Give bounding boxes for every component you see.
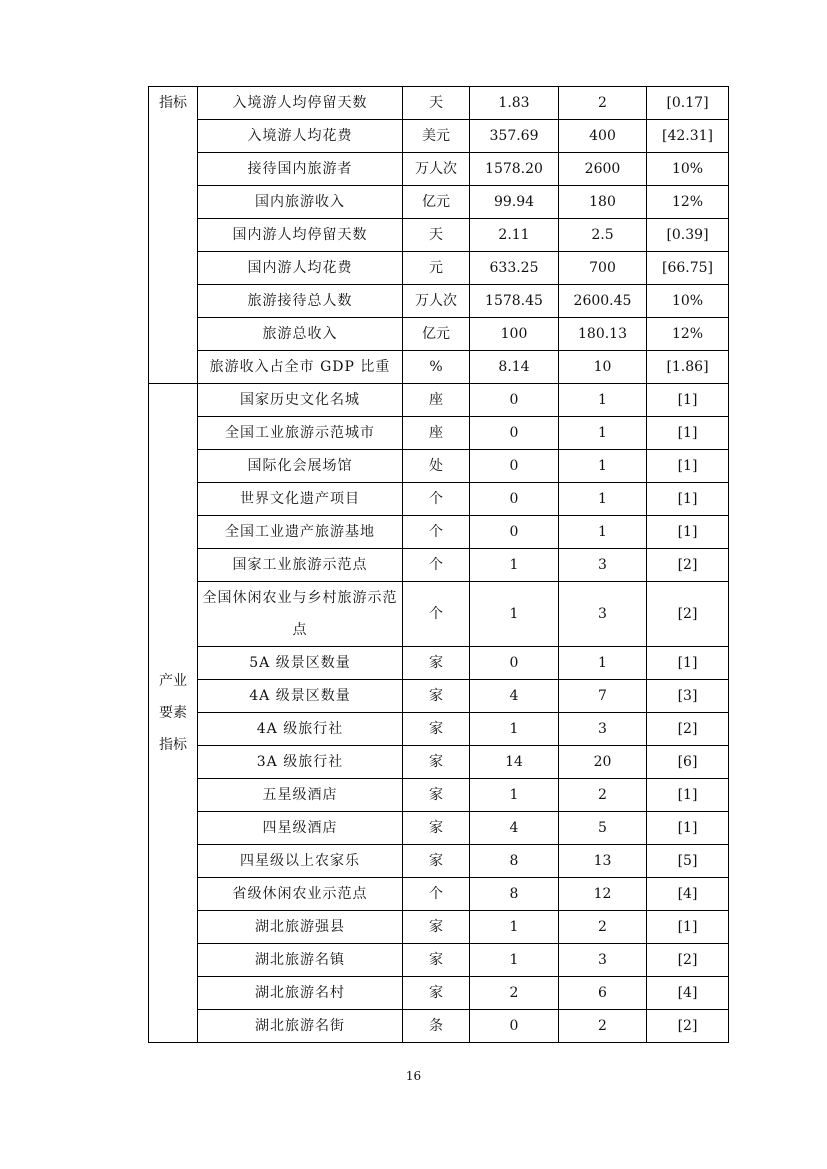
target-value-cell: 2600 — [559, 153, 647, 186]
target-value-cell: 180 — [559, 186, 647, 219]
table-row — [149, 153, 729, 186]
growth-cell: [2] — [647, 944, 729, 977]
growth-cell: [2] — [647, 582, 729, 647]
unit-cell: 家 — [403, 812, 470, 845]
unit-cell: 家 — [403, 680, 470, 713]
target-value-cell: 1 — [559, 516, 647, 549]
unit-cell: 万人次 — [403, 153, 470, 186]
target-value-cell: 2 — [559, 87, 647, 120]
unit-cell: 家 — [403, 647, 470, 680]
target-value-cell: 1 — [559, 450, 647, 483]
base-value-cell: 4 — [470, 680, 559, 713]
indicator-name-cell: 国家历史文化名城 — [198, 384, 403, 417]
table-row — [149, 944, 729, 977]
unit-cell: % — [403, 351, 470, 384]
base-value-cell: 0 — [470, 483, 559, 516]
category-cell — [149, 87, 198, 384]
indicator-name-cell: 国家工业旅游示范点 — [198, 549, 403, 582]
table-row — [149, 878, 729, 911]
target-value-cell: 3 — [559, 944, 647, 977]
target-value-cell: 1 — [559, 483, 647, 516]
base-value-cell: 8 — [470, 878, 559, 911]
page-number: 16 — [405, 1069, 422, 1083]
table-row — [149, 977, 729, 1010]
unit-cell: 个 — [403, 549, 470, 582]
growth-cell: [1] — [647, 450, 729, 483]
unit-cell: 家 — [403, 779, 470, 812]
base-value-cell: 4 — [470, 812, 559, 845]
growth-cell: [2] — [647, 1010, 729, 1043]
indicator-name-cell: 国内游人均停留天数 — [198, 219, 403, 252]
table-row — [149, 219, 729, 252]
growth-cell: [1] — [647, 417, 729, 450]
target-value-cell: 180.13 — [559, 318, 647, 351]
base-value-cell: 0 — [470, 450, 559, 483]
table-row — [149, 516, 729, 549]
table-row — [149, 87, 729, 120]
base-value-cell: 0 — [470, 647, 559, 680]
category-label: 指标 — [159, 95, 187, 111]
growth-cell: [66.75] — [647, 252, 729, 285]
growth-cell: [4] — [647, 878, 729, 911]
indicator-table — [148, 86, 729, 1043]
unit-cell: 座 — [403, 384, 470, 417]
target-value-cell: 1 — [559, 384, 647, 417]
growth-cell: [1] — [647, 779, 729, 812]
unit-cell: 家 — [403, 713, 470, 746]
indicator-name-cell: 湖北旅游名村 — [198, 977, 403, 1010]
unit-cell: 家 — [403, 911, 470, 944]
base-value-cell: 1 — [470, 549, 559, 582]
base-value-cell: 2.11 — [470, 219, 559, 252]
target-value-cell: 1 — [559, 647, 647, 680]
indicator-name-cell: 四星级酒店 — [198, 812, 403, 845]
target-value-cell: 20 — [559, 746, 647, 779]
target-value-cell: 6 — [559, 977, 647, 1010]
indicator-name-cell: 湖北旅游名镇 — [198, 944, 403, 977]
table-row — [149, 549, 729, 582]
base-value-cell: 100 — [470, 318, 559, 351]
indicator-name-cell: 世界文化遗产项目 — [198, 483, 403, 516]
table-row — [149, 252, 729, 285]
growth-cell: [1] — [647, 647, 729, 680]
indicator-name-cell: 四星级以上农家乐 — [198, 845, 403, 878]
indicator-name-cell: 入境游人均停留天数 — [198, 87, 403, 120]
base-value-cell: 1 — [470, 582, 559, 647]
indicator-name-cell: 接待国内旅游者 — [198, 153, 403, 186]
target-value-cell: 1 — [559, 417, 647, 450]
growth-cell: 12% — [647, 186, 729, 219]
unit-cell: 处 — [403, 450, 470, 483]
indicator-name-cell: 国内旅游收入 — [198, 186, 403, 219]
category-label: 要素 — [159, 705, 187, 721]
base-value-cell: 8 — [470, 845, 559, 878]
indicator-name-cell: 旅游接待总人数 — [198, 285, 403, 318]
target-value-cell: 7 — [559, 680, 647, 713]
indicator-name-cell: 国内游人均花费 — [198, 252, 403, 285]
base-value-cell: 1578.20 — [470, 153, 559, 186]
table-row — [149, 713, 729, 746]
indicator-name-cell: 5A 级景区数量 — [198, 647, 403, 680]
unit-cell: 家 — [403, 977, 470, 1010]
unit-cell: 个 — [403, 516, 470, 549]
growth-cell: [2] — [647, 713, 729, 746]
unit-cell: 元 — [403, 252, 470, 285]
table-row — [149, 680, 729, 713]
base-value-cell: 1 — [470, 713, 559, 746]
table-row — [149, 351, 729, 384]
target-value-cell: 12 — [559, 878, 647, 911]
indicator-name-cell: 旅游总收入 — [198, 318, 403, 351]
category-label: 指标 — [159, 737, 187, 753]
base-value-cell: 99.94 — [470, 186, 559, 219]
growth-cell: 12% — [647, 318, 729, 351]
growth-cell: [4] — [647, 977, 729, 1010]
unit-cell: 家 — [403, 944, 470, 977]
target-value-cell: 2 — [559, 779, 647, 812]
unit-cell: 个 — [403, 878, 470, 911]
unit-cell: 家 — [403, 746, 470, 779]
table-row — [149, 318, 729, 351]
indicator-name-cell: 湖北旅游强县 — [198, 911, 403, 944]
table-row — [149, 186, 729, 219]
table-body — [149, 87, 729, 1043]
base-value-cell: 8.14 — [470, 351, 559, 384]
unit-cell: 个 — [403, 483, 470, 516]
target-value-cell: 400 — [559, 120, 647, 153]
table-row — [149, 911, 729, 944]
table-row — [149, 384, 729, 417]
table-row — [149, 812, 729, 845]
base-value-cell: 0 — [470, 1010, 559, 1043]
category-cell — [149, 384, 198, 1043]
target-value-cell: 3 — [559, 582, 647, 647]
indicator-name-cell: 湖北旅游名街 — [198, 1010, 403, 1043]
base-value-cell: 0 — [470, 384, 559, 417]
unit-cell: 条 — [403, 1010, 470, 1043]
table-row — [149, 285, 729, 318]
growth-cell: [42.31] — [647, 120, 729, 153]
target-value-cell: 2 — [559, 1010, 647, 1043]
table-row — [149, 746, 729, 779]
base-value-cell: 357.69 — [470, 120, 559, 153]
growth-cell: [1.86] — [647, 351, 729, 384]
indicator-name-cell: 旅游收入占全市 GDP 比重 — [198, 351, 403, 384]
base-value-cell: 1 — [470, 779, 559, 812]
base-value-cell: 1 — [470, 911, 559, 944]
indicator-name-cell: 省级休闲农业示范点 — [198, 878, 403, 911]
table-row — [149, 582, 729, 647]
table-row — [149, 647, 729, 680]
indicator-name-cell: 全国休闲农业与乡村旅游示范点 — [198, 582, 403, 647]
category-label: 产业 — [159, 673, 187, 689]
base-value-cell: 0 — [470, 417, 559, 450]
unit-cell: 美元 — [403, 120, 470, 153]
target-value-cell: 13 — [559, 845, 647, 878]
base-value-cell: 1 — [470, 944, 559, 977]
target-value-cell: 5 — [559, 812, 647, 845]
table-row — [149, 779, 729, 812]
indicator-name-cell: 国际化会展场馆 — [198, 450, 403, 483]
indicator-name-cell: 五星级酒店 — [198, 779, 403, 812]
base-value-cell: 2 — [470, 977, 559, 1010]
growth-cell: [1] — [647, 812, 729, 845]
growth-cell: 10% — [647, 285, 729, 318]
table-row — [149, 450, 729, 483]
indicator-name-cell: 全国工业旅游示范城市 — [198, 417, 403, 450]
unit-cell: 家 — [403, 845, 470, 878]
growth-cell: [3] — [647, 680, 729, 713]
target-value-cell: 3 — [559, 713, 647, 746]
unit-cell: 个 — [403, 582, 470, 647]
base-value-cell: 633.25 — [470, 252, 559, 285]
target-value-cell: 2.5 — [559, 219, 647, 252]
growth-cell: [6] — [647, 746, 729, 779]
table-row — [149, 1010, 729, 1043]
indicator-name-cell: 4A 级景区数量 — [198, 680, 403, 713]
target-value-cell: 10 — [559, 351, 647, 384]
growth-cell: [0.39] — [647, 219, 729, 252]
growth-cell: 10% — [647, 153, 729, 186]
target-value-cell: 3 — [559, 549, 647, 582]
table-row — [149, 483, 729, 516]
unit-cell: 亿元 — [403, 318, 470, 351]
base-value-cell: 1.83 — [470, 87, 559, 120]
growth-cell: [1] — [647, 384, 729, 417]
base-value-cell: 1578.45 — [470, 285, 559, 318]
unit-cell: 亿元 — [403, 186, 470, 219]
indicator-name-cell: 4A 级旅行社 — [198, 713, 403, 746]
unit-cell: 天 — [403, 87, 470, 120]
growth-cell: [1] — [647, 483, 729, 516]
target-value-cell: 2 — [559, 911, 647, 944]
table-row — [149, 845, 729, 878]
indicator-name-cell: 3A 级旅行社 — [198, 746, 403, 779]
base-value-cell: 14 — [470, 746, 559, 779]
growth-cell: [1] — [647, 911, 729, 944]
table-row — [149, 417, 729, 450]
growth-cell: [2] — [647, 549, 729, 582]
growth-cell: [1] — [647, 516, 729, 549]
target-value-cell: 2600.45 — [559, 285, 647, 318]
indicator-name-cell: 全国工业遗产旅游基地 — [198, 516, 403, 549]
base-value-cell: 0 — [470, 516, 559, 549]
growth-cell: [5] — [647, 845, 729, 878]
unit-cell: 座 — [403, 417, 470, 450]
unit-cell: 万人次 — [403, 285, 470, 318]
indicator-name-cell: 入境游人均花费 — [198, 120, 403, 153]
table-row — [149, 120, 729, 153]
target-value-cell: 700 — [559, 252, 647, 285]
growth-cell: [0.17] — [647, 87, 729, 120]
unit-cell: 天 — [403, 219, 470, 252]
